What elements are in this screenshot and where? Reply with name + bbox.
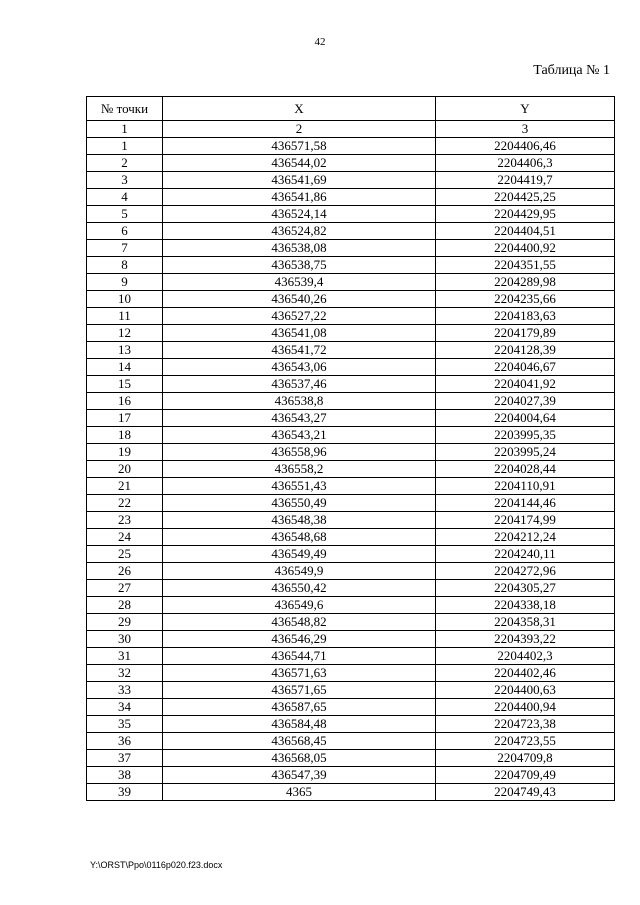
table-row <box>87 767 615 784</box>
table-row <box>87 240 615 257</box>
y-cell: 2204393,22 <box>436 631 615 648</box>
point-number-cell: 25 <box>87 546 163 563</box>
y-cell: 2204179,89 <box>436 325 615 342</box>
point-number-cell: 19 <box>87 444 163 461</box>
footer-file-path: Y:\ORST\Ppo\0116p020.f23.docx <box>90 860 223 870</box>
point-number-cell: 12 <box>87 325 163 342</box>
y-cell: 2204709,49 <box>436 767 615 784</box>
table-row <box>87 529 615 546</box>
x-cell: 436571,58 <box>163 138 436 155</box>
y-cell: 2204183,63 <box>436 308 615 325</box>
point-number-cell: 35 <box>87 716 163 733</box>
y-cell: 2204046,67 <box>436 359 615 376</box>
x-cell: 436568,05 <box>163 750 436 767</box>
table-row <box>87 325 615 342</box>
table-row <box>87 478 615 495</box>
point-number-cell: 23 <box>87 512 163 529</box>
column-number-2: 2 <box>163 121 436 138</box>
table-row <box>87 563 615 580</box>
point-number-cell: 36 <box>87 733 163 750</box>
y-cell: 2204144,46 <box>436 495 615 512</box>
point-number-cell: 34 <box>87 699 163 716</box>
y-cell: 2204419,7 <box>436 172 615 189</box>
table-row <box>87 614 615 631</box>
table-row <box>87 716 615 733</box>
point-number-cell: 32 <box>87 665 163 682</box>
x-cell: 436558,96 <box>163 444 436 461</box>
point-number-cell: 26 <box>87 563 163 580</box>
table-row <box>87 733 615 750</box>
header-x: X <box>163 97 436 121</box>
point-number-cell: 11 <box>87 308 163 325</box>
x-cell: 436541,69 <box>163 172 436 189</box>
y-cell: 2204429,95 <box>436 206 615 223</box>
point-number-cell: 18 <box>87 427 163 444</box>
point-number-cell: 38 <box>87 767 163 784</box>
y-cell: 2204041,92 <box>436 376 615 393</box>
column-number-row <box>87 121 615 138</box>
y-cell: 2204402,46 <box>436 665 615 682</box>
x-cell: 436541,86 <box>163 189 436 206</box>
point-number-cell: 33 <box>87 682 163 699</box>
table-row <box>87 682 615 699</box>
y-cell: 2204240,11 <box>436 546 615 563</box>
x-cell: 436548,68 <box>163 529 436 546</box>
x-cell: 436527,22 <box>163 308 436 325</box>
y-cell: 2204272,96 <box>436 563 615 580</box>
x-cell: 436549,49 <box>163 546 436 563</box>
y-cell: 2204212,24 <box>436 529 615 546</box>
y-cell: 2204402,3 <box>436 648 615 665</box>
point-number-cell: 15 <box>87 376 163 393</box>
point-number-cell: 22 <box>87 495 163 512</box>
point-number-cell: 14 <box>87 359 163 376</box>
point-number-cell: 39 <box>87 784 163 801</box>
x-cell: 436538,08 <box>163 240 436 257</box>
table-row <box>87 597 615 614</box>
x-cell: 436524,14 <box>163 206 436 223</box>
x-cell: 436541,08 <box>163 325 436 342</box>
x-cell: 436544,02 <box>163 155 436 172</box>
point-number-cell: 8 <box>87 257 163 274</box>
y-cell: 2204723,55 <box>436 733 615 750</box>
x-cell: 436539,4 <box>163 274 436 291</box>
table-header <box>87 97 615 121</box>
table-row <box>87 274 615 291</box>
y-cell: 2204128,39 <box>436 342 615 359</box>
y-cell: 2204406,46 <box>436 138 615 155</box>
table-row <box>87 138 615 155</box>
x-cell: 436548,82 <box>163 614 436 631</box>
y-cell: 2204400,63 <box>436 682 615 699</box>
x-cell: 436550,49 <box>163 495 436 512</box>
y-cell: 2204289,98 <box>436 274 615 291</box>
y-cell: 2203995,35 <box>436 427 615 444</box>
column-number-1: 1 <box>87 121 163 138</box>
x-cell: 436549,6 <box>163 597 436 614</box>
table-row <box>87 172 615 189</box>
table-row <box>87 291 615 308</box>
point-number-cell: 2 <box>87 155 163 172</box>
y-cell: 2204406,3 <box>436 155 615 172</box>
point-number-cell: 20 <box>87 461 163 478</box>
header-y: Y <box>436 97 615 121</box>
x-cell: 436548,38 <box>163 512 436 529</box>
x-cell: 436550,42 <box>163 580 436 597</box>
point-number-cell: 7 <box>87 240 163 257</box>
table-row <box>87 189 615 206</box>
x-cell: 436541,72 <box>163 342 436 359</box>
point-number-cell: 27 <box>87 580 163 597</box>
y-cell: 2204404,51 <box>436 223 615 240</box>
x-cell: 436537,46 <box>163 376 436 393</box>
x-cell: 436571,63 <box>163 665 436 682</box>
table-row <box>87 223 615 240</box>
y-cell: 2204400,94 <box>436 699 615 716</box>
table-row <box>87 512 615 529</box>
point-number-cell: 24 <box>87 529 163 546</box>
point-number-cell: 31 <box>87 648 163 665</box>
table-row <box>87 206 615 223</box>
x-cell: 436584,48 <box>163 716 436 733</box>
point-number-cell: 1 <box>87 138 163 155</box>
x-cell: 436543,21 <box>163 427 436 444</box>
y-cell: 2204027,39 <box>436 393 615 410</box>
point-number-cell: 13 <box>87 342 163 359</box>
header-row <box>87 97 615 121</box>
table-body <box>87 121 615 801</box>
y-cell: 2204400,92 <box>436 240 615 257</box>
table-row <box>87 461 615 478</box>
table-row <box>87 444 615 461</box>
y-cell: 2204351,55 <box>436 257 615 274</box>
x-cell: 436551,43 <box>163 478 436 495</box>
page-number: 42 <box>314 36 326 48</box>
table-row <box>87 359 615 376</box>
x-cell: 436538,8 <box>163 393 436 410</box>
table-row <box>87 546 615 563</box>
y-cell: 2204358,31 <box>436 614 615 631</box>
y-cell: 2204723,38 <box>436 716 615 733</box>
table-row <box>87 342 615 359</box>
x-cell: 436543,27 <box>163 410 436 427</box>
y-cell: 2204749,43 <box>436 784 615 801</box>
point-number-cell: 21 <box>87 478 163 495</box>
table-row <box>87 155 615 172</box>
coordinates-table <box>86 96 615 801</box>
point-number-cell: 6 <box>87 223 163 240</box>
point-number-cell: 10 <box>87 291 163 308</box>
y-cell: 2204110,91 <box>436 478 615 495</box>
point-number-cell: 16 <box>87 393 163 410</box>
table-row <box>87 427 615 444</box>
x-cell: 436544,71 <box>163 648 436 665</box>
y-cell: 2204028,44 <box>436 461 615 478</box>
x-cell: 436568,45 <box>163 733 436 750</box>
point-number-cell: 4 <box>87 189 163 206</box>
y-cell: 2204338,18 <box>436 597 615 614</box>
table-row <box>87 410 615 427</box>
table-row <box>87 308 615 325</box>
point-number-cell: 37 <box>87 750 163 767</box>
y-cell: 2204305,27 <box>436 580 615 597</box>
y-cell: 2204709,8 <box>436 750 615 767</box>
y-cell: 2204004,64 <box>436 410 615 427</box>
table-caption: Таблица № 1 <box>533 63 610 78</box>
table-row <box>87 631 615 648</box>
x-cell: 436558,2 <box>163 461 436 478</box>
x-cell: 436543,06 <box>163 359 436 376</box>
table-row <box>87 648 615 665</box>
x-cell: 436546,29 <box>163 631 436 648</box>
point-number-cell: 9 <box>87 274 163 291</box>
column-number-3: 3 <box>436 121 615 138</box>
point-number-cell: 30 <box>87 631 163 648</box>
x-cell: 436571,65 <box>163 682 436 699</box>
point-number-cell: 29 <box>87 614 163 631</box>
y-cell: 2204235,66 <box>436 291 615 308</box>
table-row <box>87 784 615 801</box>
x-cell: 436587,65 <box>163 699 436 716</box>
y-cell: 2204425,25 <box>436 189 615 206</box>
x-cell: 436524,82 <box>163 223 436 240</box>
y-cell: 2204174,99 <box>436 512 615 529</box>
point-number-cell: 5 <box>87 206 163 223</box>
x-cell: 436538,75 <box>163 257 436 274</box>
x-cell: 436540,26 <box>163 291 436 308</box>
table-row <box>87 580 615 597</box>
table-row <box>87 750 615 767</box>
x-cell: 436547,39 <box>163 767 436 784</box>
point-number-cell: 3 <box>87 172 163 189</box>
y-cell: 2203995,24 <box>436 444 615 461</box>
table-row <box>87 495 615 512</box>
point-number-cell: 17 <box>87 410 163 427</box>
x-cell: 436549,9 <box>163 563 436 580</box>
header-point-number: № точки <box>87 97 163 121</box>
table-row <box>87 376 615 393</box>
table-row <box>87 257 615 274</box>
table-row <box>87 699 615 716</box>
x-cell: 4365 <box>163 784 436 801</box>
table-row <box>87 393 615 410</box>
table-row <box>87 665 615 682</box>
point-number-cell: 28 <box>87 597 163 614</box>
